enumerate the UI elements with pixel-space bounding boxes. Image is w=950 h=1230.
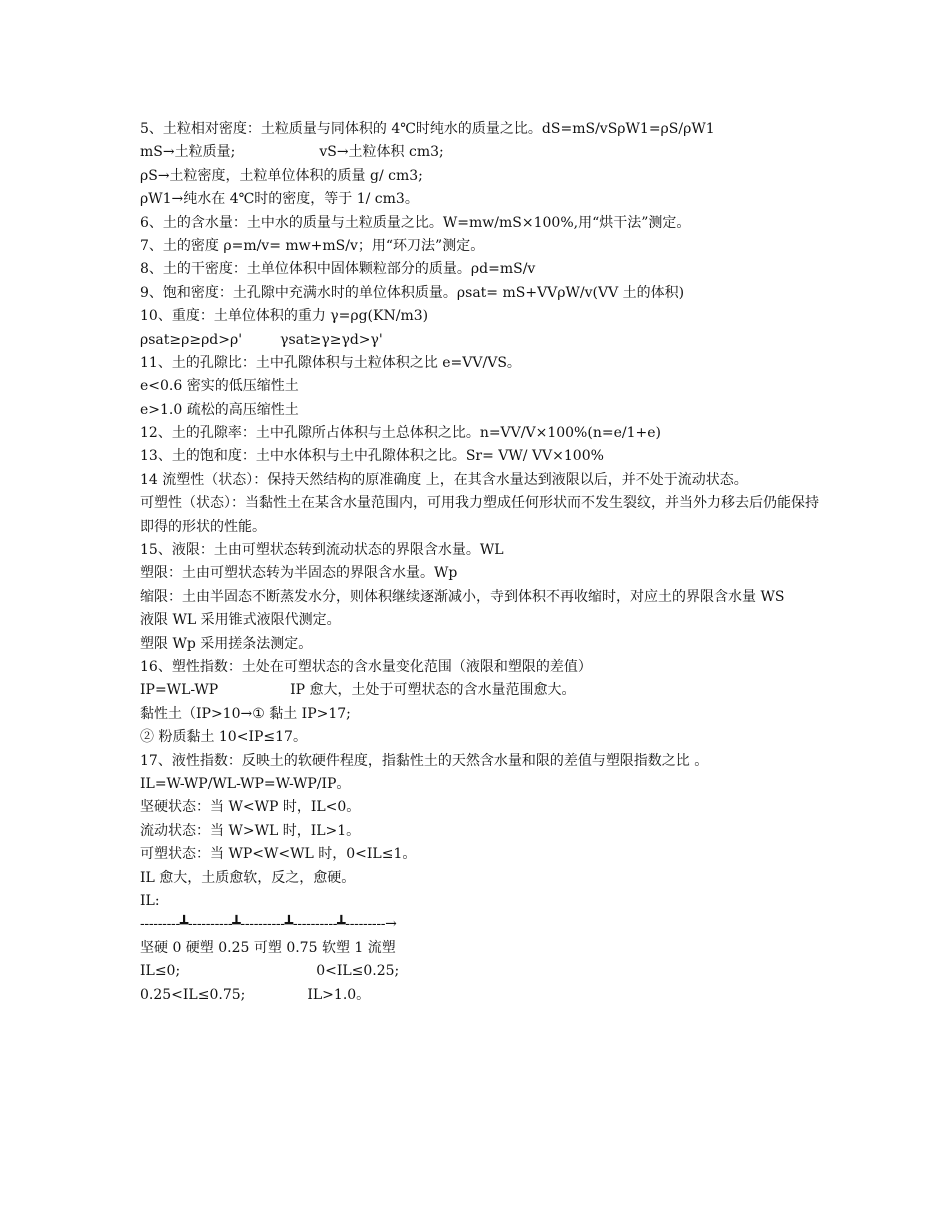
text-line: 7、土的密度 ρ=m/v= mw+mS/v；用“环刀法”测定。: [140, 237, 485, 254]
text-line: 5、土粒相对密度：土粒质量与同体积的 4℃时纯水的质量之比。dS=mS/vSρW1=ρS/ρW1: [140, 121, 715, 137]
text-line: 8、土的干密度：土单位体积中固体颗粒部分的质量。ρd=mS/v: [140, 261, 536, 278]
text-line: 16、塑性指数：土处在可塑状态的含水量变化范围（液限和塑限的差值）: [140, 659, 592, 676]
text-line: 流动状态：当 W>WL 时，IL>1。: [140, 822, 361, 839]
text-line: 12、土的孔隙率：土中孔隙所占体积与土总体积之比。n=VV/V×100%(n=e/1+e): [140, 425, 661, 442]
text-line: 11、土的孔隙比：土中孔隙体积与土粒体积之比 e=VV/VS。: [140, 354, 521, 371]
text-line: e<0.6 密实的低压缩性土: [140, 378, 299, 395]
text-line: 6、土的含水量：土中水的质量与土粒质量之比。W=mw/mS×100%,用“烘干法”测定。: [140, 214, 691, 231]
text-line: 塑限：土由可塑状态转为半固态的界限含水量。Wp: [140, 565, 458, 582]
document-body: [140, 118, 830, 1007]
text-line: IL 愈大，土质愈软，反之，愈硬。: [140, 869, 356, 886]
text-line: [140, 960, 830, 983]
text-span: mS→土粒质量;: [140, 144, 236, 161]
text-line: IL=W-WP/WL-WP=W-WP/IP。: [140, 776, 351, 792]
text-line: [140, 329, 830, 352]
text-paragraph: 缩限：土由半固态不断蒸发水分，则体积继续逐渐减小，寺到体积不再收缩时，对应土的界限含水量 WS: [140, 588, 785, 605]
text-span: 0.25<IL≤0.75;: [140, 986, 246, 1003]
text-line: 液限 WL 采用锥式液限代测定。: [140, 612, 341, 629]
text-span: ρsat≥ρ≥ρd>ρ': [140, 331, 243, 348]
text-line: ρS→土粒密度，土粒单位体积的质量 g/ cm3;: [140, 167, 423, 184]
text-line: 15、液限：土由可塑状态转到流动状态的界限含水量。WL: [140, 542, 504, 559]
text-paragraph: 14 流塑性（状态）：保持天然结构的原准确度 上，在其含水量达到液限以后，并不处于流动状态。: [140, 471, 748, 488]
text-line: 13、土的饱和度：土中水体积与土中孔隙体积之比。Sr= VW/ VV×100%: [140, 448, 604, 465]
text-span: 0<IL≤0.25;: [316, 963, 400, 980]
text-line: 17、液性指数：反映土的软硬件程度，指黏性土的天然含水量和限的差值与塑限指数之比 。: [140, 752, 709, 769]
text-span: IP=WL-WP: [140, 682, 219, 699]
text-span: vS→土粒体积 cm3;: [319, 144, 444, 161]
text-line: IL:: [140, 892, 160, 909]
text-span: γsat≥γ≥γd>γ': [280, 331, 383, 348]
text-line: 黏性土（IP>10→① 黏土 IP>17;: [140, 705, 351, 722]
text-line: e>1.0 疏松的高压缩性土: [140, 401, 299, 418]
text-line: 塑限 Wp 采用搓条法测定。: [140, 635, 313, 652]
text-line: [140, 984, 830, 1007]
text-line: ② 粉质黏土 10<IP≤17。: [140, 729, 307, 746]
text-line: 10、重度：土单位体积的重力 γ=ρg(KN/m3): [140, 308, 429, 325]
text-line: [140, 679, 830, 702]
text-line: 9、饱和密度：土孔隙中充满水时的单位体积质量。ρsat= mS+VVρW/v(VV 土的体积): [140, 284, 685, 301]
text-span: IP 愈大，土处于可塑状态的含水量范围愈大。: [290, 682, 576, 699]
text-span: IL≤0;: [140, 963, 181, 980]
text-line: ρW1→纯水在 4℃时的密度，等于 1/ cm3。: [140, 191, 419, 208]
il-scale-axis: ---------┻----------┻----------┻----------┻---------→: [140, 916, 397, 933]
text-line: 可塑状态：当 WP<W<WL 时，0<IL≤1。: [140, 846, 417, 863]
text-line: 坚硬状态：当 W<WP 时，IL<0。: [140, 799, 361, 816]
text-span: IL>1.0。: [307, 986, 371, 1003]
text-paragraph: 可塑性（状态）：当黏性土在某含水量范围内，可用我力塑成任何形状而不发生裂纹，并当外力移去后仍能保持即得的形状的性能。: [140, 495, 819, 535]
text-line: 坚硬 0 硬塑 0.25 可塑 0.75 软塑 1 流塑: [140, 939, 396, 956]
text-line: [140, 141, 830, 164]
